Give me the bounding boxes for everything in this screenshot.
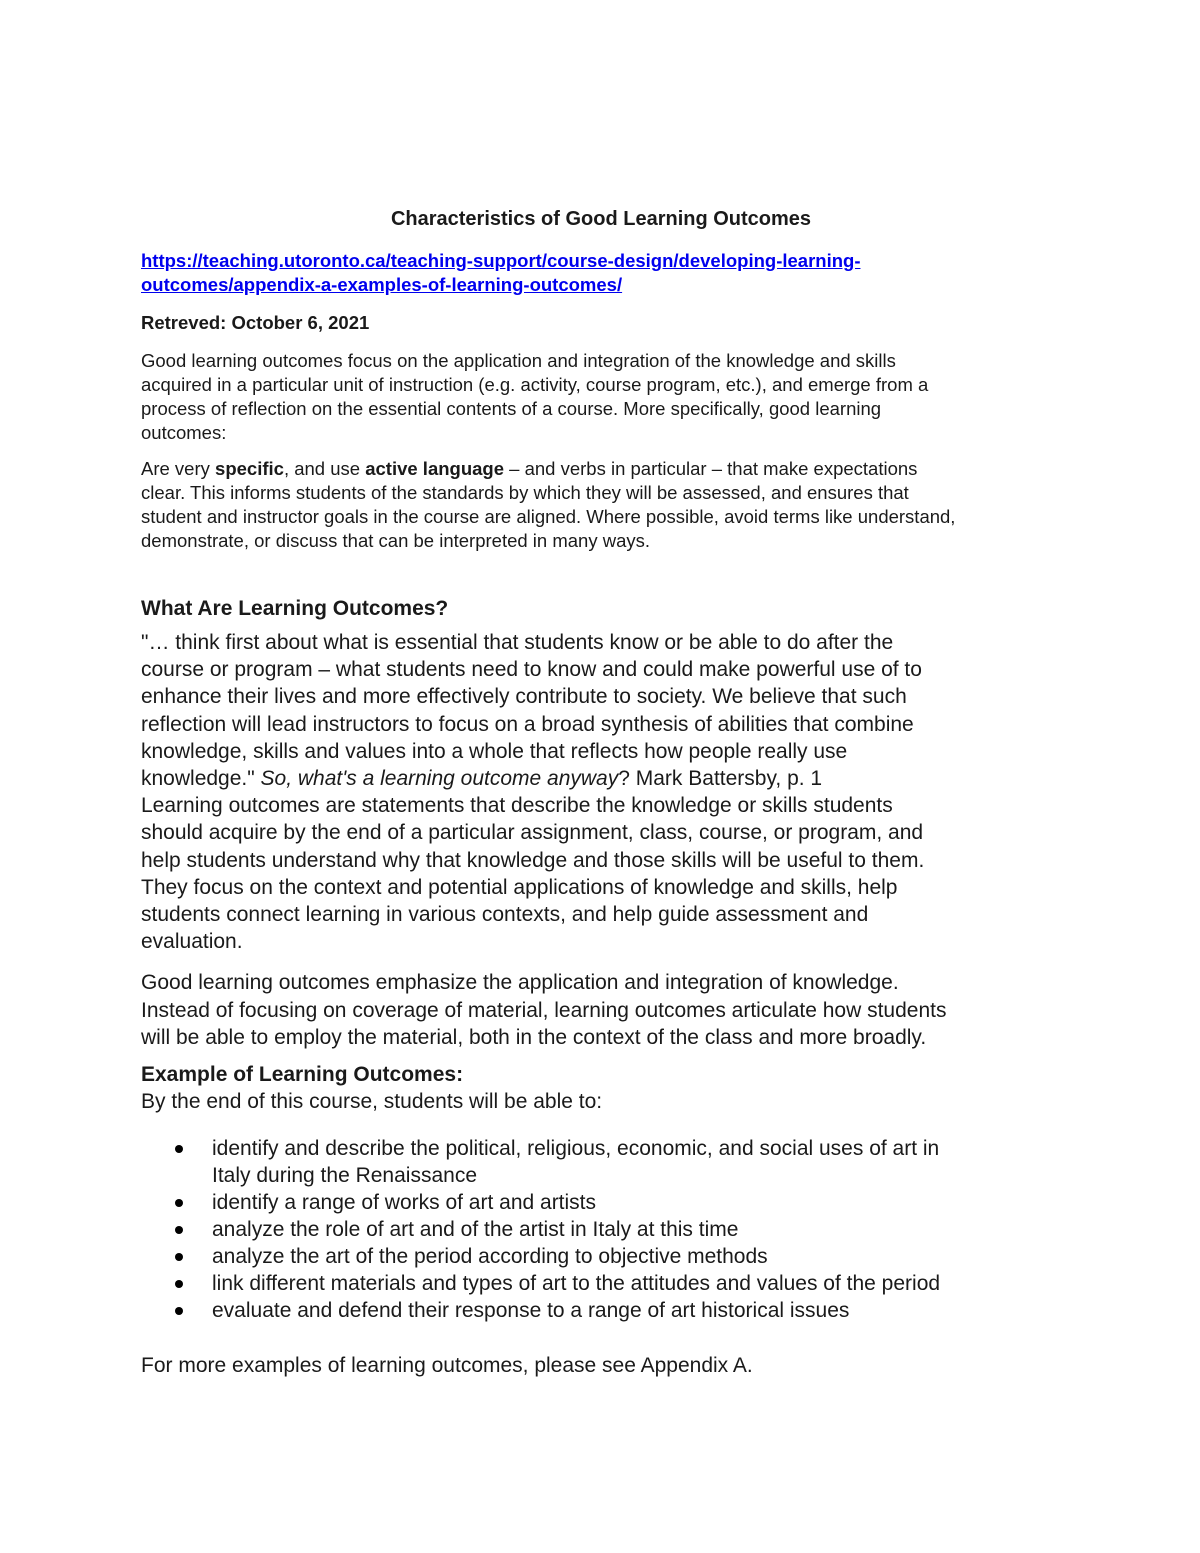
quote-line: "… think first about what is essential that students know or be able to do after the <box>141 631 894 654</box>
list-item-text: Italy during the Renaissance <box>212 1164 477 1188</box>
example-heading: Example of Learning Outcomes: <box>141 1063 464 1087</box>
document-body <box>141 205 1061 1379</box>
quote-paragraph <box>141 629 1061 792</box>
bullet-icon <box>175 1199 183 1207</box>
outcomes-list <box>141 1135 1061 1324</box>
spacer <box>141 1051 1061 1061</box>
bullet-icon <box>175 1145 183 1153</box>
spacer <box>141 955 1061 969</box>
specific-paragraph <box>141 457 1061 553</box>
quote-line: reflection will lead instructors to focus on a broad synthesis of abilities that combine <box>141 712 914 736</box>
list-item-text: evaluate and defend their response to a range of art historical issues <box>212 1299 850 1323</box>
specific-line: clear. This informs students of the standards by which they will be assessed, and ensures that <box>141 482 909 503</box>
list-item <box>141 1270 1061 1297</box>
definition-line: help students understand why that knowledge and those skills will be useful to them. <box>141 848 925 872</box>
intro-line: process of reflection on the essential contents of a course. More specifically, good learning <box>141 398 882 419</box>
quote-line: course or program – what students need to know and could make powerful use of to <box>141 658 922 682</box>
quote-line: knowledge, skills and values into a whole that reflects how people really use <box>141 739 848 763</box>
list-item <box>141 1189 1061 1216</box>
definition-line: They focus on the context and potential applications of knowledge and skills, help <box>141 875 898 899</box>
example-intro: By the end of this course, students will be able to: <box>141 1090 603 1114</box>
source-link-line-1[interactable]: https://teaching.utoronto.ca/teaching-support/course-design/developing-learning- <box>141 250 861 271</box>
definition-line: evaluation. <box>141 930 243 954</box>
specific-line: demonstrate, or discuss that can be interpreted in many ways. <box>141 530 651 551</box>
list-item-text: identify a range of works of art and artists <box>212 1191 597 1215</box>
quote-line: enhance their lives and more effectively contribute to society. We believe that such <box>141 685 907 709</box>
emphasis-active-language: active language <box>365 458 505 479</box>
list-item <box>141 1243 1061 1270</box>
specific-line <box>141 457 1061 481</box>
bullet-icon <box>175 1280 183 1288</box>
list-item-text: link different materials and types of art to the attitudes and values of the period <box>212 1272 941 1296</box>
definition-line: students connect learning in various contexts, and help guide assessment and <box>141 903 869 927</box>
text-run: ? Mark Battersby, p. 1 <box>618 767 823 791</box>
list-item <box>141 1297 1061 1324</box>
emphasize-line: Instead of focusing on coverage of material, learning outcomes articulate how students <box>141 998 947 1022</box>
section-heading: What Are Learning Outcomes? <box>141 597 449 620</box>
list-item <box>141 1135 1061 1189</box>
definition-paragraph <box>141 792 1061 955</box>
list-item-text: identify and describe the political, religious, economic, and social uses of art in <box>212 1137 940 1161</box>
intro-line: acquired in a particular unit of instruction (e.g. activity, course program, etc.), and emerge from a <box>141 374 929 395</box>
bullet-icon <box>175 1307 183 1315</box>
retrieved-date: Retreved: October 6, 2021 <box>141 312 370 333</box>
text-run: Are very <box>141 458 216 479</box>
emphasize-line: will be able to employ the material, both in the context of the class and more broadly. <box>141 1025 927 1049</box>
bullet-icon <box>175 1253 183 1261</box>
intro-line: outcomes: <box>141 422 227 443</box>
list-item-text: analyze the art of the period according to objective methods <box>212 1245 768 1269</box>
text-run: , and use <box>283 458 366 479</box>
definition-line: Learning outcomes are statements that describe the knowledge or skills students <box>141 794 893 818</box>
source-link[interactable] <box>141 249 1061 297</box>
intro-line: Good learning outcomes focus on the application and integration of the knowledge and skills <box>141 350 896 371</box>
emphasis-specific: specific <box>215 458 284 479</box>
specific-line: student and instructor goals in the course are aligned. Where possible, avoid terms like understand, <box>141 506 956 527</box>
emphasize-paragraph <box>141 969 1061 1051</box>
appendix-reference: For more examples of learning outcomes, please see Appendix A. <box>141 1354 753 1378</box>
emphasize-line: Good learning outcomes emphasize the application and integration of knowledge. <box>141 971 899 995</box>
definition-line: should acquire by the end of a particular assignment, class, course, or program, and <box>141 821 924 845</box>
text-run: – and verbs in particular – that make expectations <box>504 458 918 479</box>
document-title: Characteristics of Good Learning Outcomes <box>390 208 812 230</box>
list-item-text: analyze the role of art and of the artist in Italy at this time <box>212 1218 739 1242</box>
text-run: knowledge." <box>141 767 261 791</box>
bullet-icon <box>175 1226 183 1234</box>
quote-source-title: So, what's a learning outcome anyway <box>260 767 619 791</box>
intro-paragraph <box>141 349 1061 445</box>
quote-attribution-line <box>141 765 1061 792</box>
source-link-line-2[interactable]: outcomes/appendix-a-examples-of-learning-outcomes/ <box>141 274 623 295</box>
list-item <box>141 1216 1061 1243</box>
